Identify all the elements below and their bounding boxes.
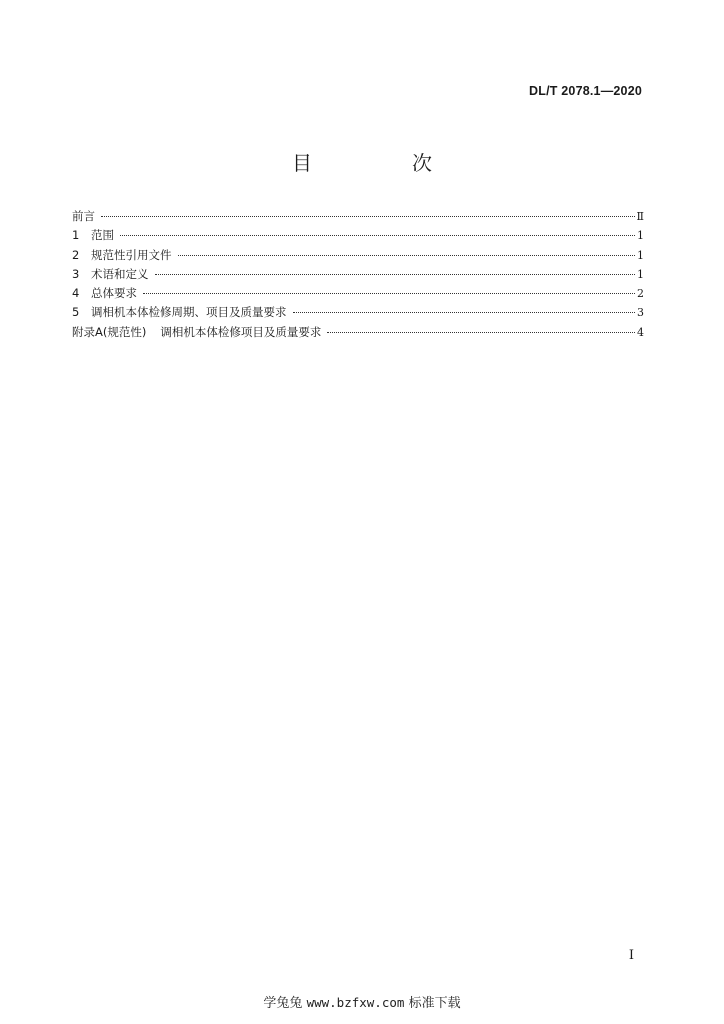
toc-entry-foreword[interactable] <box>72 207 644 226</box>
toc-section-number: 4 <box>72 286 80 301</box>
toc-dot-leader <box>327 332 635 333</box>
table-of-contents <box>72 207 644 342</box>
toc-entry-text: 范围 <box>91 228 114 243</box>
toc-page-number: 2 <box>637 287 644 301</box>
toc-title: 目 次 <box>292 151 472 175</box>
watermark-site-name: 学兔兔 <box>263 996 303 1011</box>
toc-entry-text: 调相机本体检修周期、项目及质量要求 <box>91 305 287 320</box>
toc-section-number: 3 <box>72 266 80 281</box>
toc-entry-scope[interactable] <box>72 226 644 245</box>
toc-entry-maintenance-cycle[interactable] <box>72 303 644 322</box>
document-number: DL/T 2078.1—2020 <box>529 84 642 98</box>
page-number: I <box>628 948 634 963</box>
toc-dot-leader <box>120 235 635 236</box>
toc-page-number: 1 <box>637 267 644 281</box>
toc-entry-text: 规范性引用文件 <box>91 247 172 262</box>
toc-section-number: 2 <box>72 247 80 262</box>
toc-dot-leader <box>293 312 636 313</box>
toc-section-number: 1 <box>72 228 80 243</box>
toc-entry-text: 术语和定义 <box>91 266 149 281</box>
toc-entry-text: 前言 <box>72 209 95 223</box>
toc-dot-leader <box>101 216 635 217</box>
footer-watermark <box>0 992 724 1011</box>
toc-section-number: 5 <box>72 305 80 320</box>
watermark-url[interactable]: www.bzfxw.com <box>306 995 405 1010</box>
toc-dot-leader <box>155 274 636 275</box>
toc-entry-text: 总体要求 <box>91 286 137 301</box>
watermark-tagline: 标准下载 <box>408 996 461 1011</box>
toc-page-number: 4 <box>637 325 644 339</box>
toc-appendix-label: 附录A(规范性) <box>72 324 147 339</box>
toc-page-number: 1 <box>637 229 644 243</box>
toc-entry-appendix-a[interactable] <box>72 323 644 342</box>
toc-entry-terms-definitions[interactable] <box>72 265 644 284</box>
toc-dot-leader <box>143 293 635 294</box>
toc-page-number: 3 <box>637 306 644 320</box>
toc-dot-leader <box>178 255 636 256</box>
toc-entry-normative-references[interactable] <box>72 246 644 265</box>
toc-page-number: 1 <box>637 248 644 262</box>
toc-page-number: Ⅱ <box>636 210 644 223</box>
toc-entry-text: 调相机本体检修项目及质量要求 <box>160 324 322 339</box>
toc-entry-general-requirements[interactable] <box>72 284 644 303</box>
